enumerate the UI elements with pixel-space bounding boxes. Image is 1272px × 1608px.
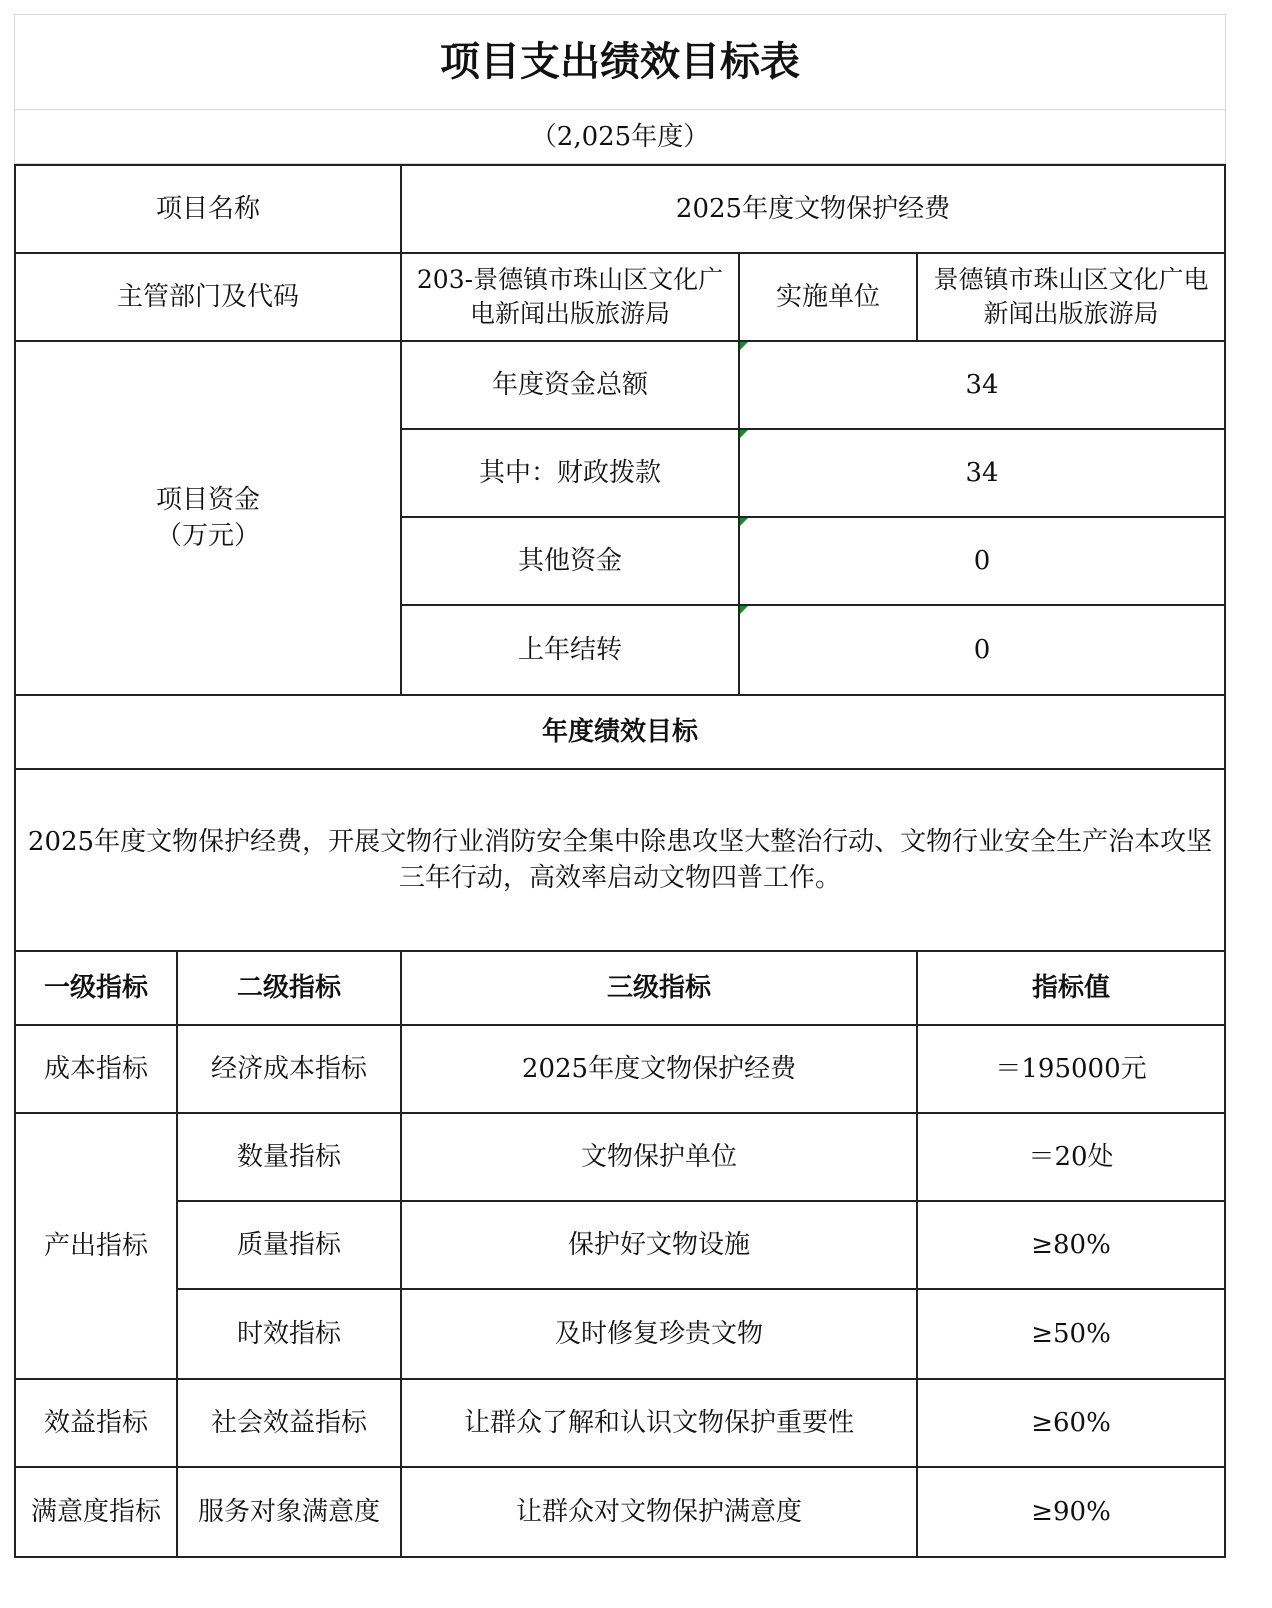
annual-goal-text: 2025年度文物保护经费，开展文物行业消防安全集中除患攻坚大整治行动、文物行业安全生产治本攻坚三年行动，高效率启动文物四普工作。 xyxy=(14,768,1226,952)
table-row-level2: 数量指标 xyxy=(176,1112,402,1202)
table-row-level3: 保护好文物设施 xyxy=(400,1200,918,1290)
impl-label: 实施单位 xyxy=(738,252,918,342)
funds-label-line2: （万元） xyxy=(155,521,260,551)
fund-value-total xyxy=(738,340,1226,430)
level1-benefit: 效益指标 xyxy=(14,1378,178,1468)
dept-value: 203-景德镇市珠山区文化广电新闻出版旅游局 xyxy=(400,252,740,342)
fund-label-total: 年度资金总额 xyxy=(400,340,740,430)
level1-satisfaction: 满意度指标 xyxy=(14,1466,178,1558)
fund-value-text: 34 xyxy=(965,370,999,400)
table-row-level2: 质量指标 xyxy=(176,1200,402,1290)
table-row-level2: 经济成本指标 xyxy=(176,1024,402,1114)
table-row-level3: 2025年度文物保护经费 xyxy=(400,1024,918,1114)
fund-value-text: 0 xyxy=(973,546,991,576)
fund-value-fiscal xyxy=(738,428,1226,518)
cell-marker-icon xyxy=(740,606,748,614)
table-row-level2: 时效指标 xyxy=(176,1288,402,1380)
table-row-value: ≥50% xyxy=(916,1288,1226,1380)
fund-label-carryover: 上年结转 xyxy=(400,604,740,696)
header-level1: 一级指标 xyxy=(14,950,178,1026)
page-title: 项目支出绩效目标表 xyxy=(14,14,1226,110)
fund-value-text: 0 xyxy=(973,635,991,665)
cell-marker-icon xyxy=(740,430,748,438)
table-row-value: ≥60% xyxy=(916,1378,1226,1468)
table-row-level3: 及时修复珍贵文物 xyxy=(400,1288,918,1380)
project-name-value: 2025年度文物保护经费 xyxy=(400,164,1226,254)
year-label: （2,025年度） xyxy=(14,110,1226,164)
fund-value-other xyxy=(738,516,1226,606)
cell-marker-icon xyxy=(740,342,748,350)
table-row-value: ≥80% xyxy=(916,1200,1226,1290)
table-row-value: ≥90% xyxy=(916,1466,1226,1558)
table-row-level2: 服务对象满意度 xyxy=(176,1466,402,1558)
level1-output: 产出指标 xyxy=(14,1112,178,1380)
project-name-label: 项目名称 xyxy=(14,164,402,254)
fund-label-other: 其他资金 xyxy=(400,516,740,606)
level1-cost: 成本指标 xyxy=(14,1024,178,1114)
table-row-level3: 让群众了解和认识文物保护重要性 xyxy=(400,1378,918,1468)
fund-label-fiscal: 其中：财政拨款 xyxy=(400,428,740,518)
table-row-level2: 社会效益指标 xyxy=(176,1378,402,1468)
impl-value: 景德镇市珠山区文化广电新闻出版旅游局 xyxy=(916,252,1226,342)
header-level2: 二级指标 xyxy=(176,950,402,1026)
fund-value-carryover xyxy=(738,604,1226,696)
cell-marker-icon xyxy=(740,518,748,526)
funds-label-line1: 项目资金 xyxy=(155,485,260,515)
table-row-value: ＝195000元 xyxy=(916,1024,1226,1114)
dept-label: 主管部门及代码 xyxy=(14,252,402,342)
annual-goal-header: 年度绩效目标 xyxy=(14,694,1226,770)
table-row-level3: 让群众对文物保护满意度 xyxy=(400,1466,918,1558)
fund-value-text: 34 xyxy=(965,458,999,488)
table-row-value: ＝20处 xyxy=(916,1112,1226,1202)
header-value: 指标值 xyxy=(916,950,1226,1026)
table-row-level3: 文物保护单位 xyxy=(400,1112,918,1202)
funds-label xyxy=(14,340,402,696)
header-level3: 三级指标 xyxy=(400,950,918,1026)
